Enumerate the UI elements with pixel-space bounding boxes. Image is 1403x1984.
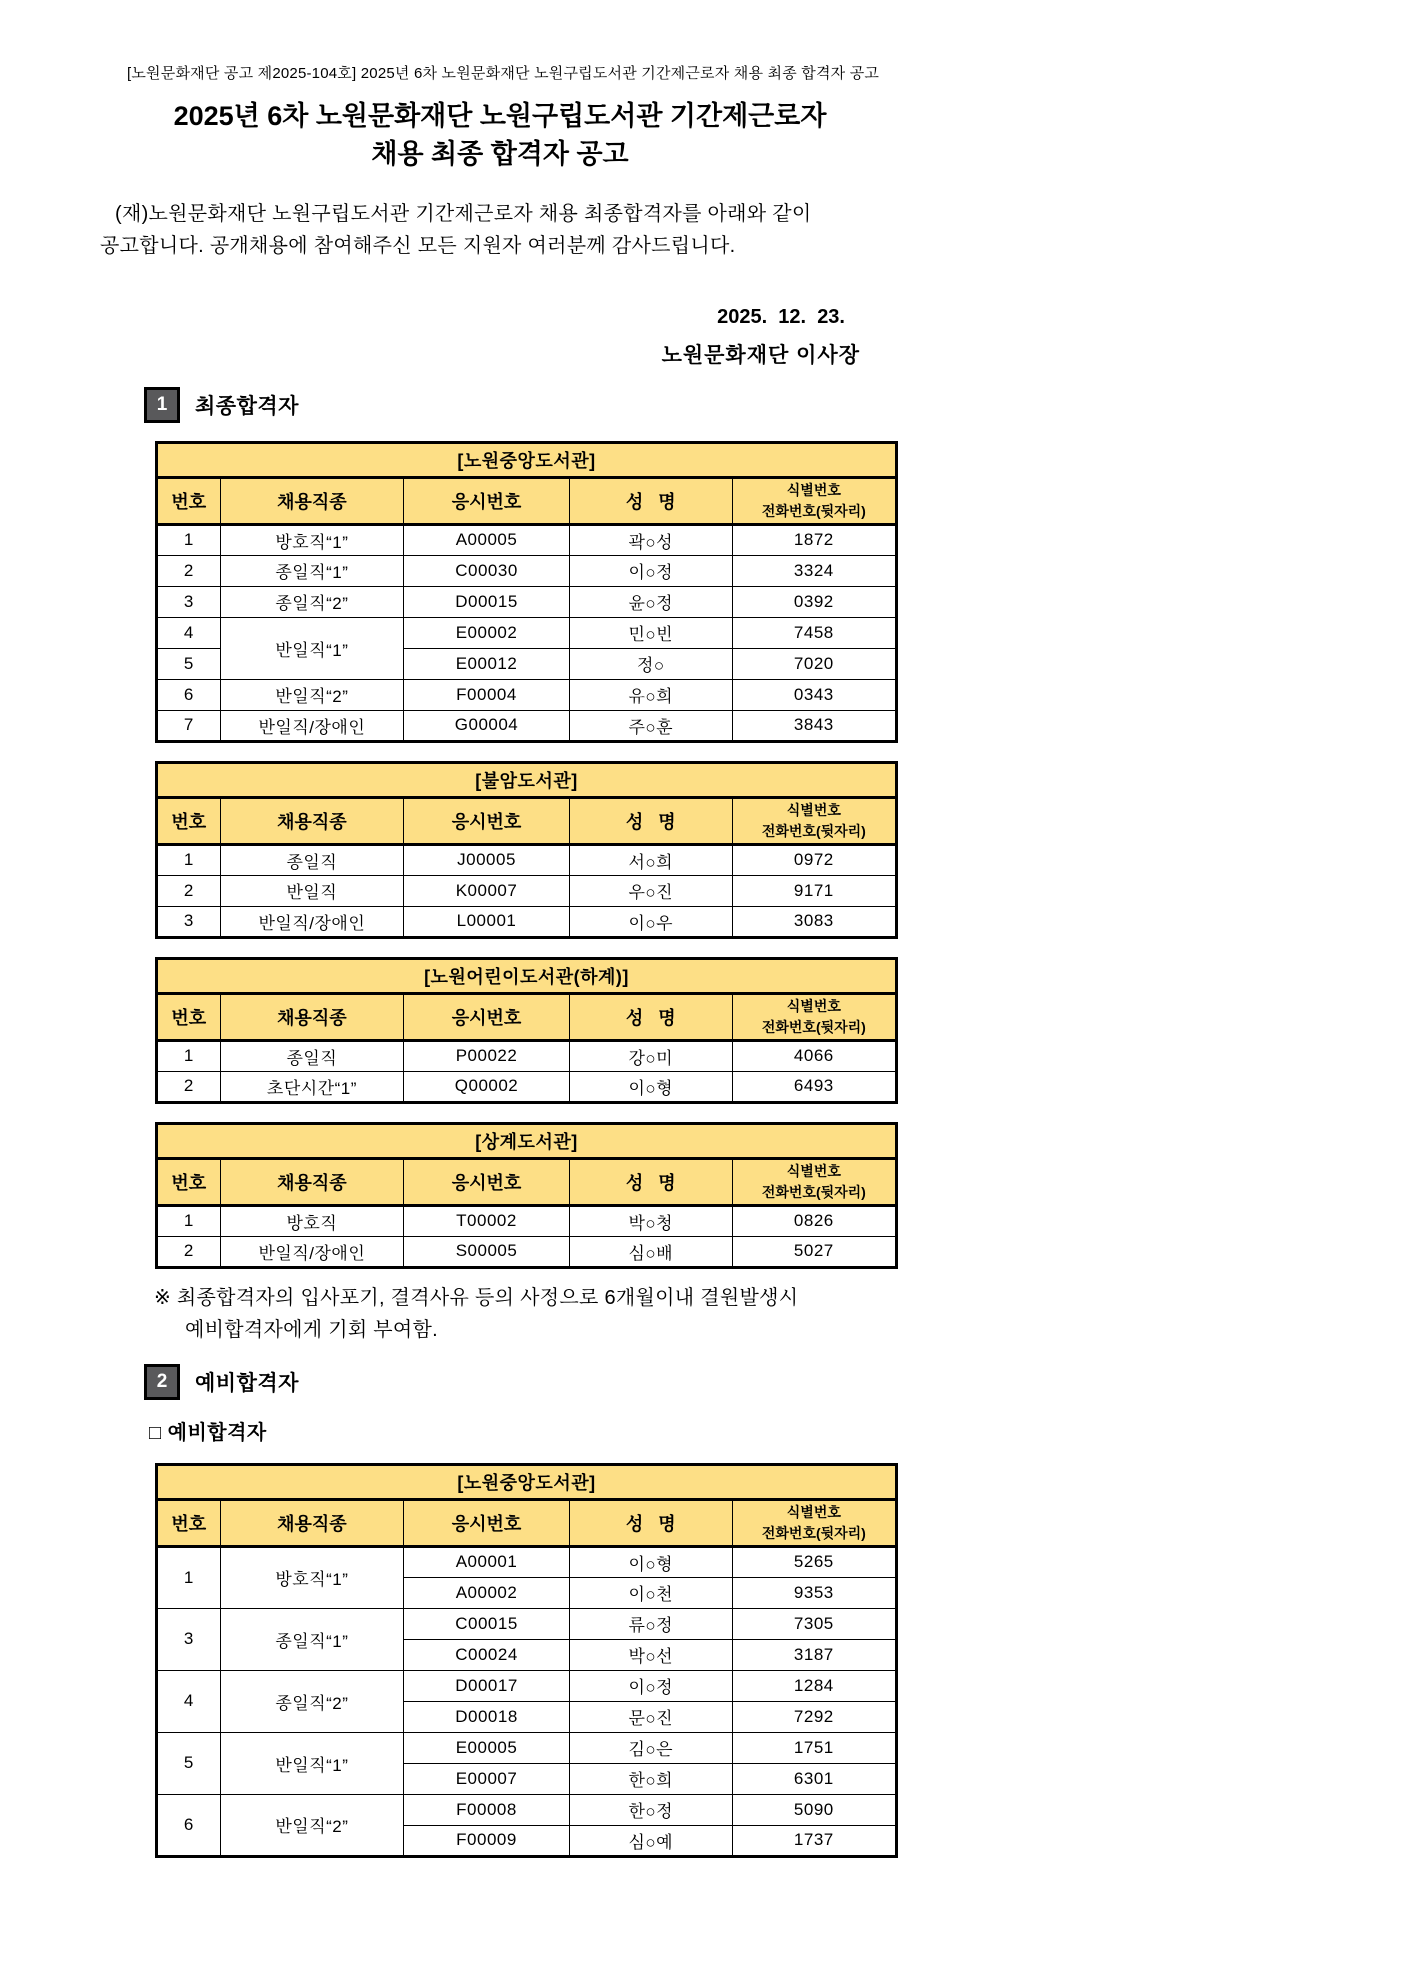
cell-exam-no: D00015	[404, 586, 570, 617]
col-header-id-phone	[732, 1158, 896, 1205]
announcement-line-2: 공고합니다. 공개채용에 참여해주신 모든 지원자 여러분께 감사드립니다.	[100, 234, 736, 257]
id-header-line2: 전화번호(뒷자리)	[761, 1524, 866, 1541]
note-line-1: ※ 최종합격자의 입사포기, 결격사유 등의 사정으로 6개월이내 결원발생시	[154, 1286, 799, 1309]
cell-no: 5	[157, 1732, 221, 1794]
library-table	[155, 441, 898, 743]
id-header-line2: 전화번호(뒷자리)	[761, 1183, 866, 1200]
col-header-id-phone	[732, 1499, 896, 1546]
cell-job: 반일직/장애인	[220, 1236, 404, 1267]
table-row	[157, 1236, 897, 1267]
table-row	[157, 1040, 897, 1071]
cell-exam-no: G00004	[404, 710, 570, 741]
document-content	[100, 62, 900, 1858]
cell-no: 2	[157, 1071, 221, 1102]
table-row	[157, 1794, 897, 1825]
cell-phone: 0343	[732, 679, 896, 710]
library-table-title: [노원중앙도서관]	[157, 442, 897, 477]
table-row	[157, 586, 897, 617]
cell-name: 류○정	[569, 1608, 732, 1639]
cell-exam-no: D00018	[404, 1701, 570, 1732]
cell-phone: 9171	[732, 875, 896, 906]
cell-phone: 1737	[732, 1825, 896, 1856]
cell-name: 한○정	[569, 1794, 732, 1825]
col-header-name: 성 명	[569, 993, 732, 1040]
announcement-date: 2025. 12. 23.	[717, 305, 845, 328]
cell-no: 3	[157, 586, 221, 617]
cell-phone: 0826	[732, 1205, 896, 1236]
cell-exam-no: E00012	[404, 648, 570, 679]
cell-phone: 0392	[732, 586, 896, 617]
col-header-job: 채용직종	[220, 1158, 404, 1205]
cell-no: 1	[157, 524, 221, 555]
cell-name: 서○희	[569, 844, 732, 875]
document-title-line-2: 채용 최종 합격자 공고	[371, 138, 629, 169]
col-header-job: 채용직종	[220, 993, 404, 1040]
column-header-row	[157, 1158, 897, 1205]
cell-phone: 5090	[732, 1794, 896, 1825]
col-header-no: 번호	[157, 1158, 221, 1205]
col-header-no: 번호	[157, 1499, 221, 1546]
col-header-id-phone	[732, 477, 896, 524]
table-row	[157, 1670, 897, 1701]
library-table-title: [불암도서관]	[157, 762, 897, 797]
cell-exam-no: E00002	[404, 617, 570, 648]
cell-no: 3	[157, 1608, 221, 1670]
col-header-no: 번호	[157, 477, 221, 524]
id-header-line1: 식별번호	[786, 481, 841, 498]
cell-exam-no: D00017	[404, 1670, 570, 1701]
cell-phone: 6301	[732, 1763, 896, 1794]
cell-job: 종일직	[220, 844, 404, 875]
cell-phone: 3843	[732, 710, 896, 741]
announcement-line-1: (재)노원문화재단 노원구립도서관 기간제근로자 채용 최종합격자를 아래와 같이	[115, 202, 812, 225]
cell-phone: 9353	[732, 1577, 896, 1608]
final-pass-tables	[155, 441, 898, 1269]
cell-job: 반일직/장애인	[220, 906, 404, 937]
cell-exam-no: F00009	[404, 1825, 570, 1856]
table-row	[157, 617, 897, 648]
cell-job: 종일직“1”	[220, 1608, 404, 1670]
col-header-job: 채용직종	[220, 1499, 404, 1546]
cell-phone: 4066	[732, 1040, 896, 1071]
cell-name: 박○청	[569, 1205, 732, 1236]
table-row	[157, 906, 897, 937]
cell-job: 종일직“2”	[220, 1670, 404, 1732]
cell-name: 주○훈	[569, 710, 732, 741]
column-header-row	[157, 1499, 897, 1546]
cell-exam-no: Q00002	[404, 1071, 570, 1102]
section-1-header	[144, 387, 900, 423]
cell-exam-no: P00022	[404, 1040, 570, 1071]
table-row	[157, 710, 897, 741]
table-title-row	[157, 1464, 897, 1499]
cell-job: 방호직	[220, 1205, 404, 1236]
cell-name: 강○미	[569, 1040, 732, 1071]
cell-name: 이○형	[569, 1071, 732, 1102]
cell-no: 3	[157, 906, 221, 937]
cell-exam-no: F00004	[404, 679, 570, 710]
cell-no: 2	[157, 875, 221, 906]
cell-phone: 0972	[732, 844, 896, 875]
cell-name: 우○진	[569, 875, 732, 906]
cell-job: 종일직	[220, 1040, 404, 1071]
issuer-signature: 노원문화재단 이사장	[661, 343, 860, 367]
cell-exam-no: F00008	[404, 1794, 570, 1825]
table-row	[157, 679, 897, 710]
cell-name: 박○선	[569, 1639, 732, 1670]
cell-no: 6	[157, 1794, 221, 1856]
cell-job: 방호직“1”	[220, 524, 404, 555]
cell-no: 6	[157, 679, 221, 710]
library-table	[155, 761, 898, 939]
cell-job: 방호직“1”	[220, 1546, 404, 1608]
table-row	[157, 844, 897, 875]
cell-name: 한○희	[569, 1763, 732, 1794]
col-header-name: 성 명	[569, 797, 732, 844]
library-table-title: [노원중앙도서관]	[157, 1464, 897, 1499]
table-row	[157, 1732, 897, 1763]
column-header-row	[157, 993, 897, 1040]
col-header-id-phone	[732, 993, 896, 1040]
cell-exam-no: K00007	[404, 875, 570, 906]
cell-name: 민○빈	[569, 617, 732, 648]
col-header-job: 채용직종	[220, 797, 404, 844]
cell-name: 정○	[569, 648, 732, 679]
cell-no: 4	[157, 1670, 221, 1732]
id-header-line1: 식별번호	[786, 1162, 841, 1179]
col-header-id-phone	[732, 797, 896, 844]
col-header-exam-no: 응시번호	[404, 1158, 570, 1205]
section-2-header	[144, 1364, 900, 1400]
reserve-subheading: □ 예비합격자	[149, 1421, 267, 1444]
table-row	[157, 524, 897, 555]
cell-name: 심○배	[569, 1236, 732, 1267]
column-header-row	[157, 477, 897, 524]
document-title	[100, 98, 900, 174]
cell-exam-no: C00015	[404, 1608, 570, 1639]
library-table	[155, 1122, 898, 1269]
table-row	[157, 555, 897, 586]
cell-phone: 6493	[732, 1071, 896, 1102]
table-row	[157, 1546, 897, 1577]
cell-no: 4	[157, 617, 221, 648]
col-header-name: 성 명	[569, 1499, 732, 1546]
cell-job: 반일직“2”	[220, 1794, 404, 1856]
col-header-exam-no: 응시번호	[404, 1499, 570, 1546]
table-row	[157, 1071, 897, 1102]
cell-job: 반일직“2”	[220, 679, 404, 710]
announcement-paragraph	[100, 198, 900, 262]
cell-job: 종일직“2”	[220, 586, 404, 617]
cell-phone: 3324	[732, 555, 896, 586]
cell-no: 5	[157, 648, 221, 679]
id-header-line1: 식별번호	[786, 1503, 841, 1520]
cell-name: 문○진	[569, 1701, 732, 1732]
cell-name: 김○은	[569, 1732, 732, 1763]
id-header-line2: 전화번호(뒷자리)	[761, 1018, 866, 1035]
cell-job: 반일직“1”	[220, 1732, 404, 1794]
col-header-job: 채용직종	[220, 477, 404, 524]
cell-phone: 1872	[732, 524, 896, 555]
notice-number-line: [노원문화재단 공고 제2025-104호] 2025년 6차 노원문화재단 노원구립도서관 기간제근로자 채용 최종 합격자 공고	[127, 65, 880, 82]
cell-no: 1	[157, 1546, 221, 1608]
cell-name: 윤○정	[569, 586, 732, 617]
cell-phone: 1284	[732, 1670, 896, 1701]
cell-phone: 7458	[732, 617, 896, 648]
cell-exam-no: A00002	[404, 1577, 570, 1608]
col-header-exam-no: 응시번호	[404, 797, 570, 844]
library-table-title: [상계도서관]	[157, 1123, 897, 1158]
col-header-name: 성 명	[569, 477, 732, 524]
cell-no: 1	[157, 1205, 221, 1236]
cell-job: 초단시간“1”	[220, 1071, 404, 1102]
table-title-row	[157, 762, 897, 797]
cell-phone: 3187	[732, 1639, 896, 1670]
cell-phone: 1751	[732, 1732, 896, 1763]
id-header-line2: 전화번호(뒷자리)	[761, 822, 866, 839]
cell-exam-no: C00024	[404, 1639, 570, 1670]
cell-exam-no: E00007	[404, 1763, 570, 1794]
col-header-no: 번호	[157, 797, 221, 844]
table-title-row	[157, 958, 897, 993]
cell-no: 1	[157, 844, 221, 875]
document-title-line-1: 2025년 6차 노원문화재단 노원구립도서관 기간제근로자	[173, 101, 827, 131]
cell-exam-no: S00005	[404, 1236, 570, 1267]
cell-phone: 7305	[732, 1608, 896, 1639]
cell-phone: 7020	[732, 648, 896, 679]
cell-name: 심○예	[569, 1825, 732, 1856]
cell-exam-no: A00005	[404, 524, 570, 555]
cell-no: 2	[157, 555, 221, 586]
id-header-line1: 식별번호	[786, 997, 841, 1014]
cell-name: 이○천	[569, 1577, 732, 1608]
table-title-row	[157, 442, 897, 477]
cell-phone: 7292	[732, 1701, 896, 1732]
note-text	[154, 1282, 900, 1346]
cell-phone: 3083	[732, 906, 896, 937]
cell-job: 반일직/장애인	[220, 710, 404, 741]
id-header-line1: 식별번호	[786, 801, 841, 818]
cell-no: 7	[157, 710, 221, 741]
section-2-badge: 2	[144, 1364, 180, 1400]
col-header-no: 번호	[157, 993, 221, 1040]
cell-phone: 5265	[732, 1546, 896, 1577]
library-table	[155, 1463, 898, 1858]
cell-name: 유○희	[569, 679, 732, 710]
library-table-title: [노원어린이도서관(하계)]	[157, 958, 897, 993]
library-table	[155, 957, 898, 1104]
cell-job: 반일직	[220, 875, 404, 906]
cell-phone: 5027	[732, 1236, 896, 1267]
col-header-exam-no: 응시번호	[404, 477, 570, 524]
cell-name: 이○정	[569, 555, 732, 586]
cell-exam-no: E00005	[404, 1732, 570, 1763]
section-1-badge: 1	[144, 387, 180, 423]
column-header-row	[157, 797, 897, 844]
cell-exam-no: T00002	[404, 1205, 570, 1236]
table-row	[157, 875, 897, 906]
cell-exam-no: J00005	[404, 844, 570, 875]
table-row	[157, 1205, 897, 1236]
cell-job: 반일직“1”	[220, 617, 404, 679]
col-header-exam-no: 응시번호	[404, 993, 570, 1040]
cell-exam-no: A00001	[404, 1546, 570, 1577]
note-line-2: 예비합격자에게 기회 부여함.	[185, 1318, 439, 1341]
section-1-label: 최종합격자	[195, 394, 299, 418]
cell-no: 1	[157, 1040, 221, 1071]
table-row	[157, 1608, 897, 1639]
cell-exam-no: L00001	[404, 906, 570, 937]
cell-job: 종일직“1”	[220, 555, 404, 586]
cell-name: 이○정	[569, 1670, 732, 1701]
cell-name: 이○형	[569, 1546, 732, 1577]
section-2-label: 예비합격자	[195, 1371, 299, 1395]
cell-no: 2	[157, 1236, 221, 1267]
id-header-line2: 전화번호(뒷자리)	[761, 502, 866, 519]
cell-name: 이○우	[569, 906, 732, 937]
col-header-name: 성 명	[569, 1158, 732, 1205]
table-title-row	[157, 1123, 897, 1158]
reserve-pass-tables	[155, 1463, 898, 1858]
cell-exam-no: C00030	[404, 555, 570, 586]
cell-name: 곽○성	[569, 524, 732, 555]
